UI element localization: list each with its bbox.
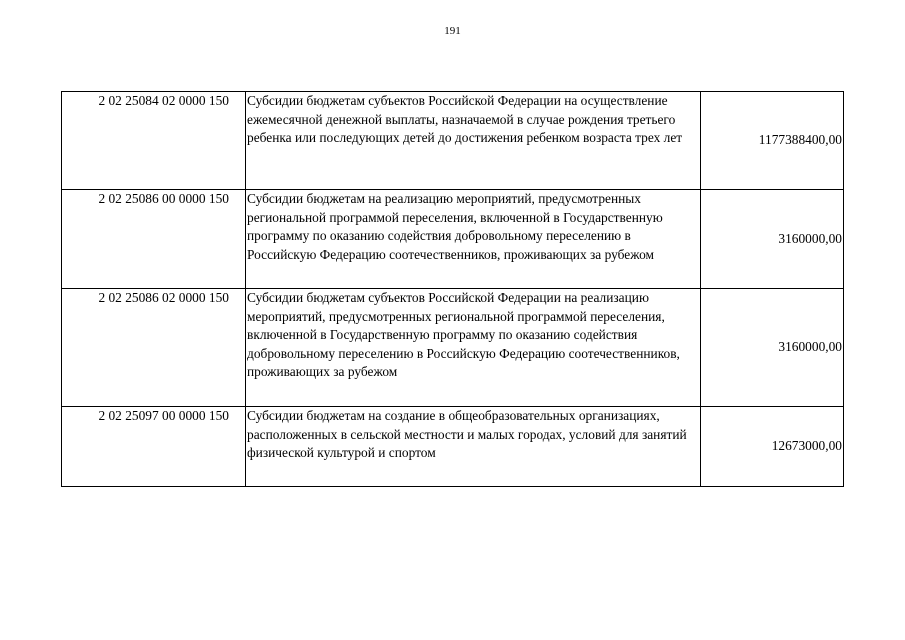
page-number: 191: [444, 25, 461, 37]
description-cell: Субсидии бюджетам субъектов Российской Федерации на реализацию мероприятий, предусмотренных региональной программой переселения, включенной в Государственную программу по оказанию содействия добровольному переселению в Российскую Федерацию соотечественников, проживающих за рубежом: [246, 289, 701, 407]
budget-code-cell: 2 02 25086 02 0000 150: [62, 289, 246, 407]
budget-revenue-table: [61, 91, 844, 487]
table-row: [62, 289, 844, 407]
table-row: [62, 407, 844, 487]
budget-code-cell: 2 02 25097 00 0000 150: [62, 407, 246, 487]
description-cell: Субсидии бюджетам на создание в общеобразовательных организациях, расположенных в сельской местности и малых городах, условий для занятий физической культурой и спортом: [246, 407, 701, 487]
budget-code-cell: 2 02 25086 00 0000 150: [62, 190, 246, 289]
table-row: [62, 92, 844, 190]
amount-cell: 1177388400,00: [701, 92, 844, 190]
description-cell: Субсидии бюджетам субъектов Российской Федерации на осуществление ежемесячной денежной выплаты, назначаемой в случае рождения третьего ребенка или последующих детей до достижения ребенком возраста трех лет: [246, 92, 701, 190]
amount-cell: 3160000,00: [701, 190, 844, 289]
description-cell: Субсидии бюджетам на реализацию мероприятий, предусмотренных региональной программой переселения, включенной в Государственную программу по оказанию содействия добровольному переселению в Российскую Федерацию соотечественников, проживающих за рубежом: [246, 190, 701, 289]
budget-code-cell: 2 02 25084 02 0000 150: [62, 92, 246, 190]
table-row: [62, 190, 844, 289]
amount-cell: 12673000,00: [701, 407, 844, 487]
amount-cell: 3160000,00: [701, 289, 844, 407]
